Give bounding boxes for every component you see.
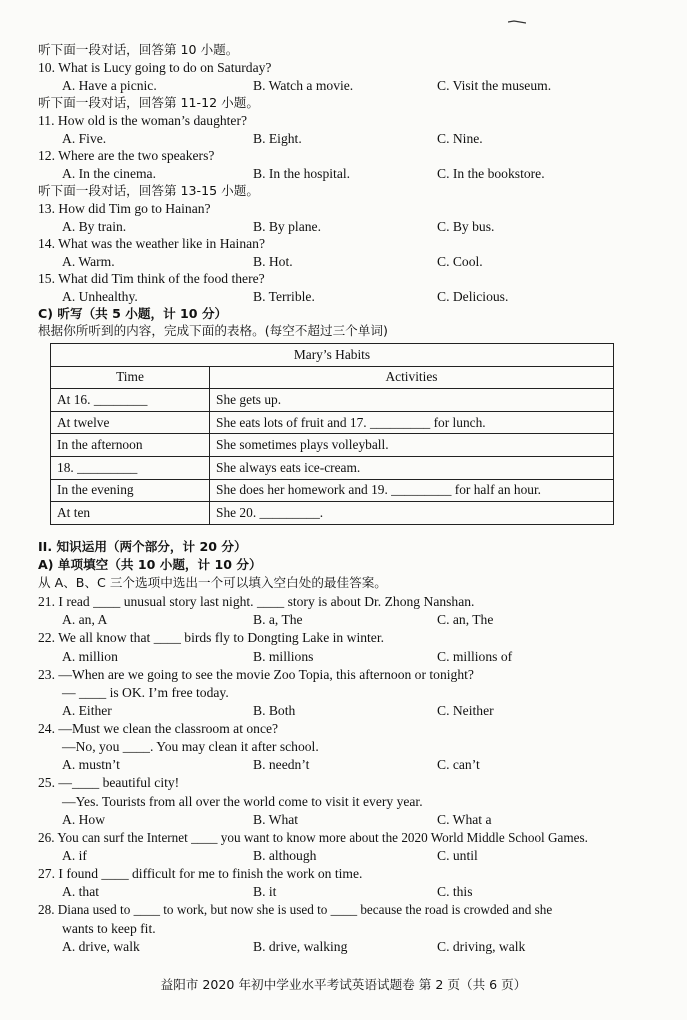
time-cell: At ten — [51, 502, 210, 525]
option-b: B. a, The — [253, 612, 303, 627]
option-b: B. In the hospital. — [253, 166, 351, 181]
option-c: C. Delicious. — [437, 289, 509, 304]
option-a: A. mustn’t — [62, 757, 120, 772]
option-a: A. Five. — [62, 131, 107, 146]
question-stem: 14. What was the weather like in Hainan? — [38, 236, 265, 251]
question-stem: 26. You can surf the Internet ____ you want to know more about the 2020 World Middle School Games. — [38, 830, 588, 845]
question-stem: 23. —When are we going to see the movie Zoo Topia, this afternoon or tonight? — [38, 667, 474, 682]
question-stem: 12. Where are the two speakers? — [38, 148, 215, 163]
question-stem-continued: wants to keep fit. — [62, 921, 156, 936]
option-b: B. needn’t — [253, 757, 310, 772]
activity-cell: She sometimes plays volleyball. — [210, 434, 614, 457]
question-stem-continued: —No, you ____. You may clean it after school. — [62, 739, 319, 754]
option-c: C. Nine. — [437, 131, 483, 146]
table-row — [51, 479, 614, 502]
table-title: Mary’s Habits — [51, 344, 614, 367]
option-b: B. Terrible. — [253, 289, 315, 304]
question-stem: 24. —Must we clean the classroom at once? — [38, 721, 279, 736]
question-stem-continued: — ____ is OK. I’m free today. — [62, 685, 229, 700]
single-choice-instruction: 从 A、B、C 三个选项中选出一个可以填入空白处的最佳答案。 — [38, 575, 387, 590]
option-b: B. Hot. — [253, 254, 293, 269]
question-stem: 11. How old is the woman’s daughter? — [38, 113, 248, 128]
option-a: A. In the cinema. — [62, 166, 156, 181]
option-b: B. drive, walking — [253, 939, 348, 954]
time-cell: At twelve — [51, 411, 210, 434]
table-row — [51, 411, 614, 434]
time-cell: At 16. ________ — [51, 389, 210, 412]
option-a: A. Warm. — [62, 254, 115, 269]
table-row — [51, 502, 614, 525]
table-header-activities: Activities — [210, 366, 614, 389]
table-row — [51, 456, 614, 479]
option-c: C. Neither — [437, 703, 494, 718]
option-c: C. millions of — [437, 649, 513, 664]
activity-cell: She always eats ice-cream. — [210, 456, 614, 479]
option-a: A. million — [62, 649, 118, 664]
option-c: C. Visit the museum. — [437, 78, 552, 93]
option-b: B. it — [253, 884, 277, 899]
question-stem: 13. How did Tim go to Hainan? — [38, 201, 211, 216]
time-cell: 18. _________ — [51, 456, 210, 479]
option-b: B. Both — [253, 703, 296, 718]
scan-speck-mark — [508, 20, 526, 24]
option-c: C. can’t — [437, 757, 480, 772]
activity-cell: She gets up. — [210, 389, 614, 412]
option-a: A. Have a picnic. — [62, 78, 157, 93]
option-a: A. if — [62, 848, 87, 863]
dictation-instruction: 根据你所听到的内容，完成下面的表格。(每空不超过三个单词) — [38, 323, 388, 338]
option-b: B. Watch a movie. — [253, 78, 354, 93]
option-c: C. Cool. — [437, 254, 483, 269]
question-stem: 21. I read ____ unusual story last night. ____ story is about Dr. Zhong Nanshan. — [38, 594, 475, 609]
option-a: A. drive, walk — [62, 939, 140, 954]
option-c: C. driving, walk — [437, 939, 526, 954]
option-c: C. What a — [437, 812, 492, 827]
table-row — [51, 389, 614, 412]
question-stem: 22. We all know that ____ birds fly to Dongting Lake in winter. — [38, 630, 385, 645]
time-cell: In the evening — [51, 479, 210, 502]
instruction-q11-12: 听下面一段对话，回答第 11-12 小题。 — [38, 95, 259, 110]
option-a: A. that — [62, 884, 99, 899]
activity-cell: She 20. _________. — [210, 502, 614, 525]
option-b: B. Eight. — [253, 131, 302, 146]
option-c: C. this — [437, 884, 473, 899]
option-c: C. By bus. — [437, 219, 495, 234]
section-heading-dictation: C) 听写（共 5 小题，计 10 分） — [38, 306, 228, 321]
option-a: A. an, A — [62, 612, 108, 627]
option-b: B. although — [253, 848, 317, 863]
habits-table — [50, 343, 614, 525]
table-row — [51, 434, 614, 457]
option-c: C. In the bookstore. — [437, 166, 545, 181]
option-b: B. What — [253, 812, 299, 827]
table-header-time: Time — [51, 366, 210, 389]
activity-cell: She does her homework and 19. _________ for half an hour. — [210, 479, 614, 502]
question-stem-continued: —Yes. Tourists from all over the world come to visit it every year. — [62, 794, 423, 809]
option-a: A. Either — [62, 703, 112, 718]
instruction-q13-15: 听下面一段对话，回答第 13-15 小题。 — [38, 183, 259, 198]
option-a: A. Unhealthy. — [62, 289, 138, 304]
instruction-q10: 听下面一段对话，回答第 10 小题。 — [38, 42, 239, 57]
option-b: B. By plane. — [253, 219, 321, 234]
activity-cell: She eats lots of fruit and 17. _________ for lunch. — [210, 411, 614, 434]
question-stem: 28. Diana used to ____ to work, but now she is used to ____ because the road is crowded and she — [38, 902, 553, 917]
option-b: B. millions — [253, 649, 314, 664]
question-stem: 25. —____ beautiful city! — [38, 775, 180, 790]
question-stem: 10. What is Lucy going to do on Saturday? — [38, 60, 272, 75]
option-c: C. an, The — [437, 612, 494, 627]
question-stem: 27. I found ____ difficult for me to finish the work on time. — [38, 866, 363, 881]
section-heading-single-choice: A) 单项填空（共 10 小题，计 10 分） — [38, 557, 262, 572]
question-stem: 15. What did Tim think of the food there? — [38, 271, 265, 286]
option-a: A. By train. — [62, 219, 127, 234]
option-a: A. How — [62, 812, 106, 827]
page-footer: 益阳市 2020 年初中学业水平考试英语试题卷 第 2 页（共 6 页） — [160, 977, 527, 992]
option-c: C. until — [437, 848, 478, 863]
time-cell: In the afternoon — [51, 434, 210, 457]
section-heading-knowledge: II. 知识运用（两个部分，计 20 分） — [38, 539, 247, 554]
